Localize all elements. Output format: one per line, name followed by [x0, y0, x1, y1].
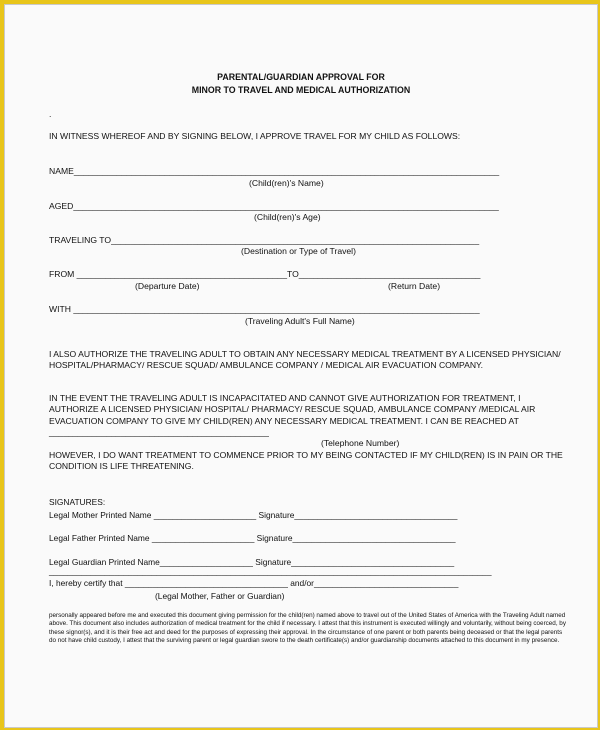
guardian-signature-line[interactable]: Legal Guardian Printed Name____________________ Signature___________________________________: [49, 557, 455, 567]
separator-line: _______________________________________________________________________________________________: [49, 566, 492, 576]
telephone-caption: (Telephone Number): [321, 438, 400, 448]
with-caption: (Traveling Adult's Full Name): [245, 316, 355, 326]
notary-fine-print: personally appeared before me and executed this document giving permission for the child(ren) named above to travel out of the United States of America with the Traveling Adult named above. This document also includes authorization of medical treatment for the child if necessary. I attest that this instrument is executed willingly and voluntarily, without being coerced, by these signor(s), and it is their free act and deed for the purposes of expressing their approval. In the circumstance of one parent or both parents being deceased or that the legal parents do not have child custody, I attest that the surviving parent or legal guardian swore to the death certificate(s) and/or guardianship documents attached to this document in my presence.: [49, 612, 566, 644]
medical-authorization-paragraph: I ALSO AUTHORIZE THE TRAVELING ADULT TO OBTAIN ANY NECESSARY MEDICAL TREATMENT BY A LICENSED PHYSICIAN/ HOSPITAL/PHARMACY/ RESCUE SQUAD/ AMBULANCE COMPANY / MEDICAL AIR EVACUATION COMPANY.: [49, 349, 561, 371]
stray-dot: .: [49, 109, 52, 119]
aged-caption: (Child(ren)'s Age): [254, 212, 321, 222]
return-caption: (Return Date): [388, 281, 441, 291]
name-field[interactable]: NAME_________________________________________________________________________________________: [49, 166, 500, 176]
document-page: [4, 4, 598, 728]
form-title-line-1: PARENTAL/GUARDIAN APPROVAL FOR: [217, 72, 385, 82]
from-to-field[interactable]: FROM ____________________________________________TO______________________________________: [49, 269, 481, 279]
traveling-to-field[interactable]: TRAVELING TO_____________________________________________________________________________: [49, 235, 480, 245]
intro-statement: IN WITNESS WHEREOF AND BY SIGNING BELOW, I APPROVE TRAVEL FOR MY CHILD AS FOLLOWS:: [49, 131, 461, 141]
certify-caption: (Legal Mother, Father or Guardian): [155, 591, 285, 601]
aged-field[interactable]: AGED_________________________________________________________________________________________: [49, 201, 499, 211]
traveling-to-caption: (Destination or Type of Travel): [241, 246, 356, 256]
mother-signature-line[interactable]: Legal Mother Printed Name ______________________ Signature___________________________________: [49, 510, 458, 520]
emergency-treatment-paragraph: HOWEVER, I DO WANT TREATMENT TO COMMENCE PRIOR TO MY BEING CONTACTED IF MY CHILD(REN) IS IN PAIN OR THE CONDITION IS LIFE THREATENING.: [49, 450, 563, 472]
with-field[interactable]: WITH _____________________________________________________________________________________: [49, 304, 480, 314]
departure-caption: (Departure Date): [135, 281, 200, 291]
father-signature-line[interactable]: Legal Father Printed Name ______________________ Signature___________________________________: [49, 533, 456, 543]
form-title-line-2: MINOR TO TRAVEL AND MEDICAL AUTHORIZATION: [191, 85, 411, 95]
signatures-heading: SIGNATURES:: [49, 497, 106, 507]
incapacitation-paragraph: IN THE EVENT THE TRAVELING ADULT IS INCAPACITATED AND CANNOT GIVE AUTHORIZATION FOR TREATMENT, I AUTHORIZE A LICENSED PHYSICIAN/ HOSPITAL/ PHARMACY/ RESCUE SQUAD, AMBULANCE COMPANY /MEDICAL AIR EVACUATION COMPANY TO GIVE MY CHILD(REN) ANY NECESSARY MEDICAL TREATMENT. I CAN BE REACHED AT ______________________________________________: [49, 393, 536, 438]
name-caption: (Child(ren)'s Name): [249, 178, 324, 188]
certify-line[interactable]: I, hereby certify that ___________________________________ and/or_______________________________: [49, 578, 459, 588]
